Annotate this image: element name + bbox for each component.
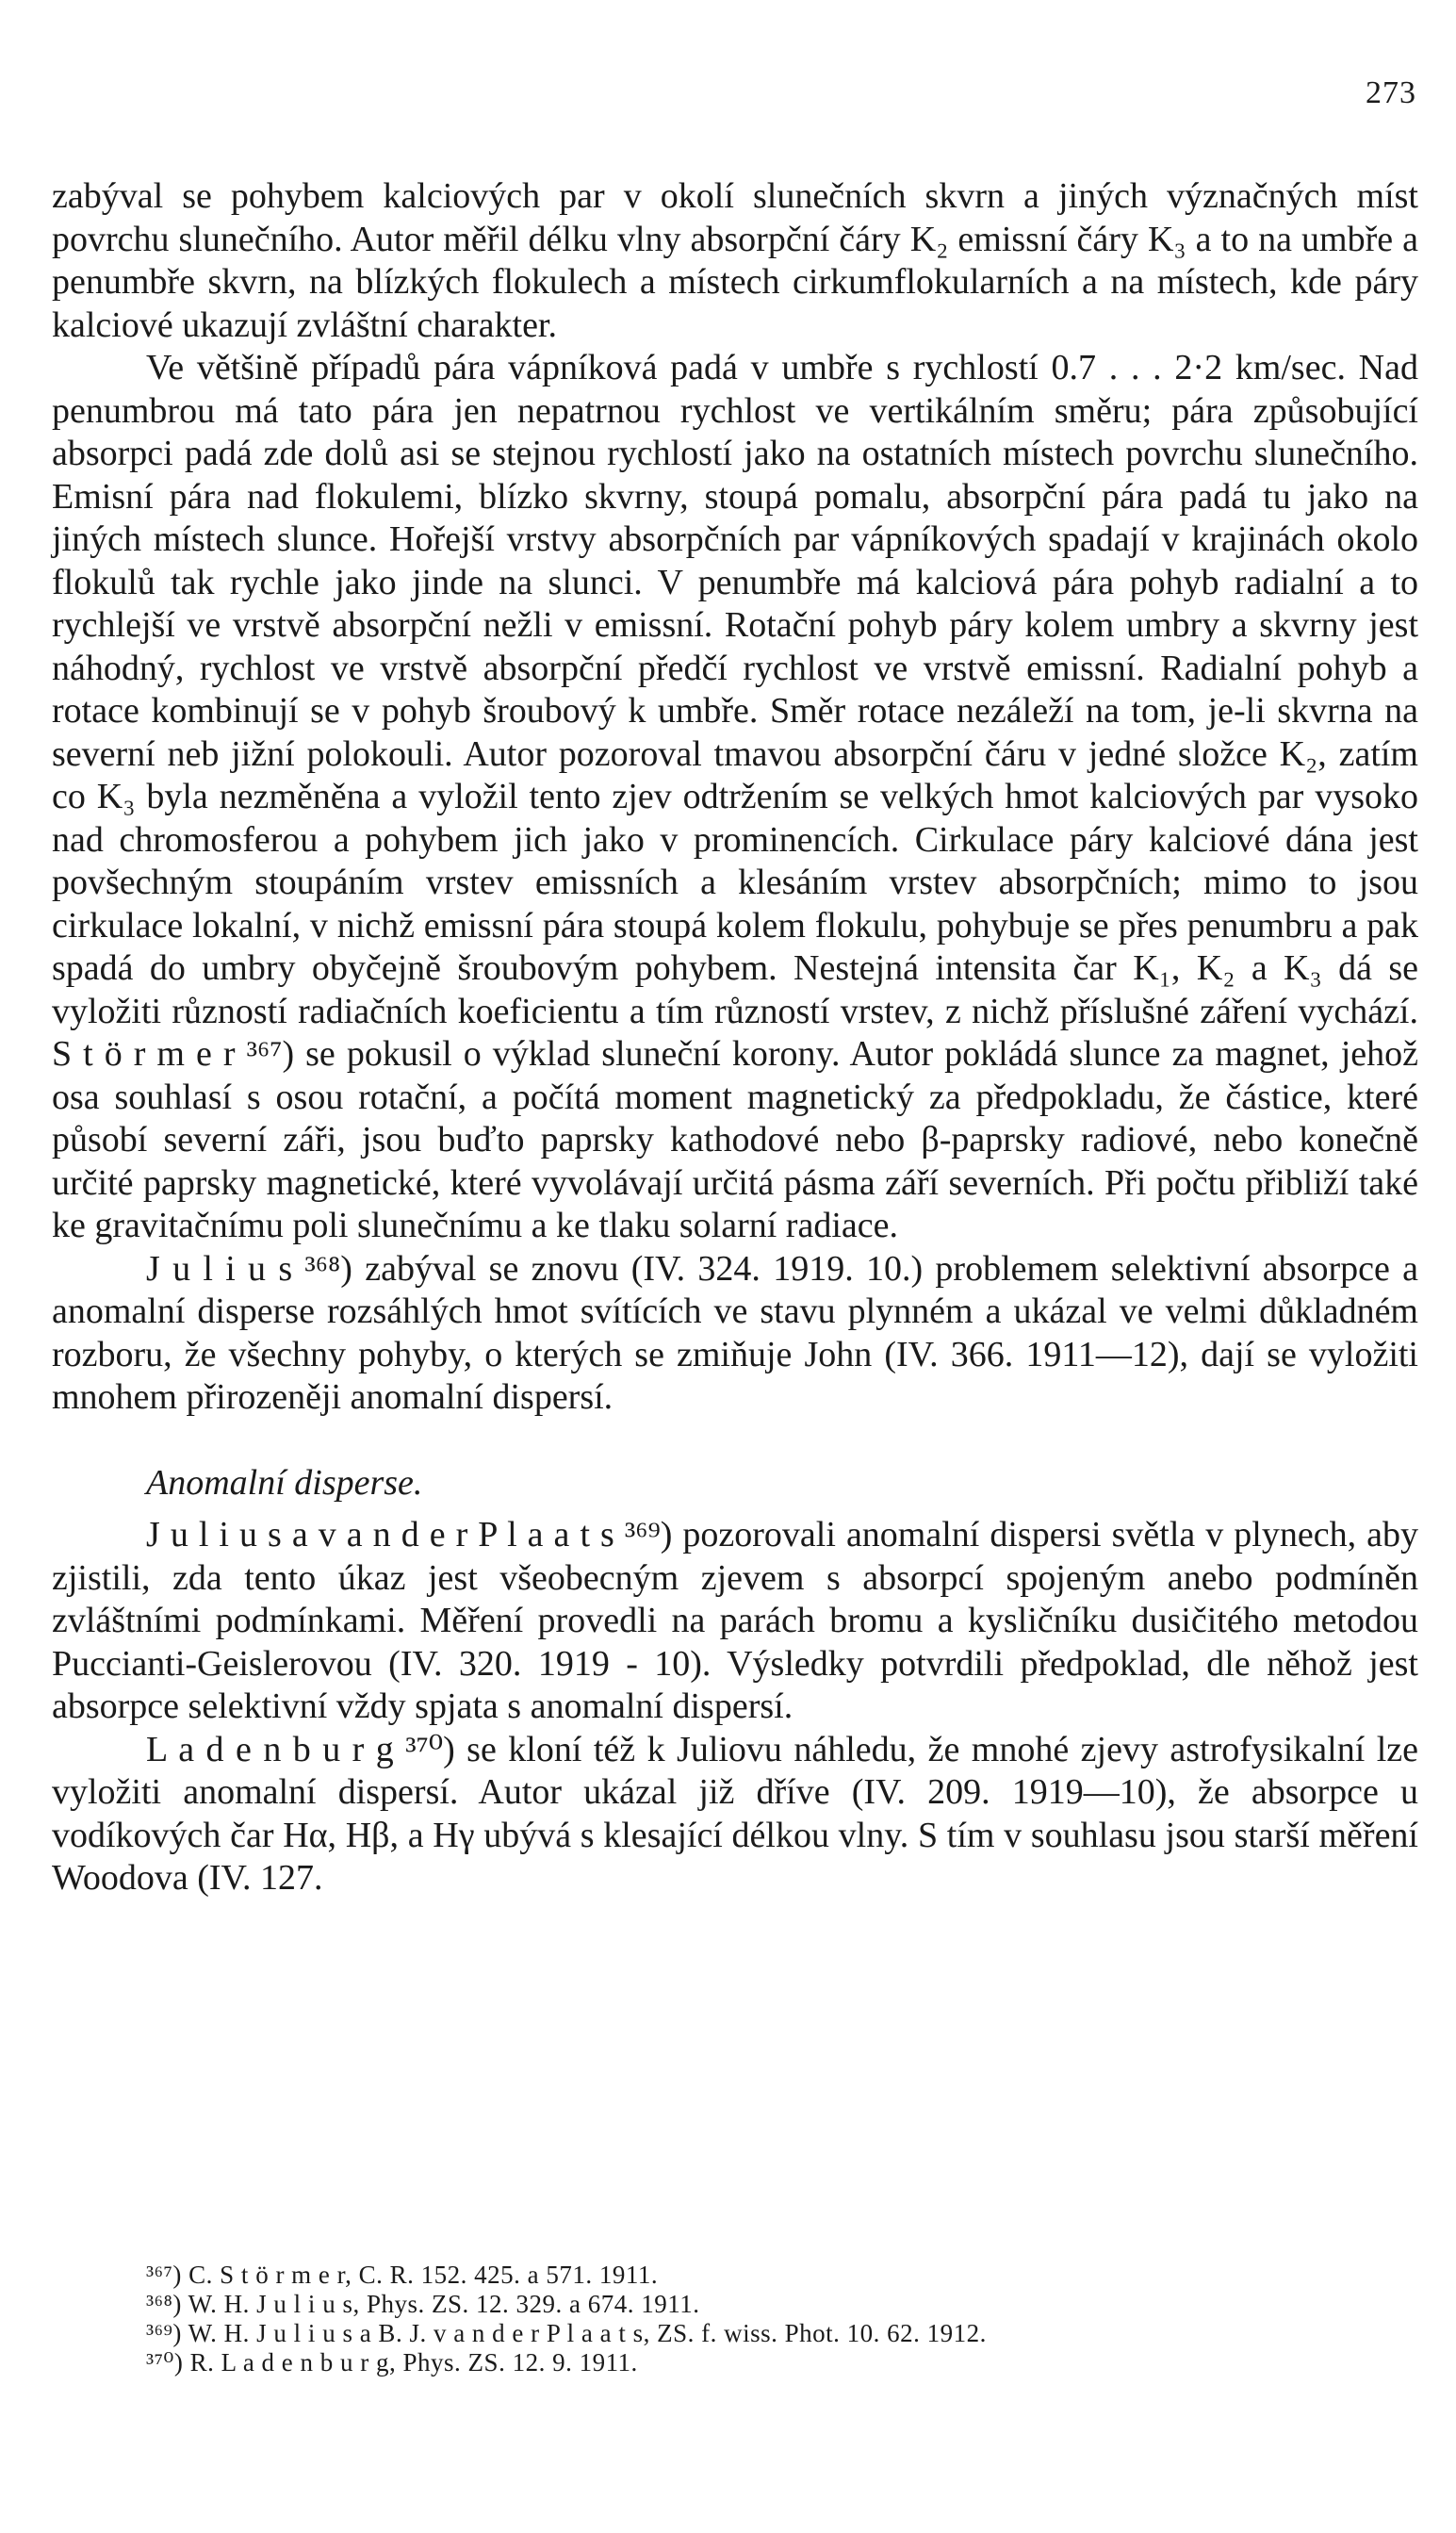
footnote-369: ³⁶⁹) W. H. J u l i u s a B. J. v a n d e r P l a a t s, ZS. f. wiss. Phot. 10. 62. 1912. — [146, 2319, 987, 2347]
paragraph-julius: J u l i u s ³⁶⁸) zabýval se znovu (IV. 324. 1919. 10.) problemem selektivní absorpce a anomalní disperse rozsáhlých hmot svítících ve stavu plynném a ukázal ve velmi důkladném rozboru, že všechny pohyby, o kterých se zmiňuje John (IV. 366. 1911—12), dají se vyložiti mnohem přirozeněji anomalní dispersí. — [52, 1248, 1418, 1417]
paragraph-julius-van-der-plaats: J u l i u s a v a n d e r P l a a t s ³⁶⁹) pozorovali anomalní dispersi světla v plynech, aby zjistili, zda tento úkaz jest všeobecným zjevem s absorpcí spojeným anebo podmíněn zvláštními podmínkami. Měření provedli na parách bromu a kysličníku dusičitého metodou Puccianti-Geislerovou (IV. 320. 1919 - 10). Výsledky potvrdili předpoklad, dle něhož jest absorpce selektivní vždy spjata s anomalní dispersí. — [52, 1515, 1418, 1726]
footnote-368: ³⁶⁸) W. H. J u l i u s, Phys. ZS. 12. 329. a 674. 1911. — [146, 2290, 700, 2318]
paragraph-ladenburg: L a d e n b u r g ³⁷⁰) se kloní též k Juliovu náhledu, že mnohé zjevy astrofysikalní lze vyložiti anomalní dispersí. Autor ukázal již dříve (IV. 209. 1919—10), že absorpce u vodíkových čar Hα, Hβ, a Hγ ubývá s klesající délkou vlny. S tím v souhlasu jsou starší měření Woodova (IV. 127. — [52, 1729, 1418, 1898]
footnote-370: ³⁷⁰) R. L a d e n b u r g, Phys. ZS. 12. 9. 1911. — [146, 2348, 638, 2377]
body-text — [52, 175, 1418, 1900]
footnote-367: ³⁶⁷) C. S t ö r m e r, C. R. 152. 425. a 571. 1911. — [146, 2261, 659, 2289]
paragraph-calcium-vapor: Ve většině případů pára vápníková padá v umbře s rychlostí 0.7 . . . 2·2 km/sec. Nad penumbrou má tato pára jen nepatrnou rychlost ve vertikálním směru; pára způsobující absorpci padá zde dolů asi se stejnou rychlostí jako na ostatních místech povrchu slunečního. Emisní pára nad flokulemi, blízko skvrny, stoupá pomalu, absorpční pára padá tu jako na jiných místech slunce. Hořejší vrstvy absorpčních par vápníkových spadají v krajinách okolo flokulů tak rychle jako jinde na slunci. V penumbře má kalciová pára pohyb radialní a to rychlejší ve vrstvě absorpční nežli v emissní. Rotační pohyb páry kolem umbry a skvrny jest náhodný, rychlost ve vrstvě absorpční předčí rychlost ve vrstvě emissní. Radialní pohyb a rotace kombinují se v pohyb šroubový k umbře. Směr rotace nezáleží na tom, je-li skvrna na severní neb jižní polokouli. Autor pozoroval tmavou absorpční čáru v jedné složce K₂, zatím co K₃ byla nezměněna a vyložil tento zjev odtržením se velkých hmot kalciových par vysoko nad chromosferou a pohybem jich jako v prominencích. Cirkulace páry kalciové dána jest povšechným stoupáním vrstev emissních a klesáním vrstev absorpčních; mimo to jsou cirkulace lokalní, v nichž emissní pára stoupá kolem flokulu, pohybuje se přes penumbru a pak spadá do umbry obyčejně šroubovým pohybem. Nestejná intensita čar K₁, K₂ a K₃ dá se vyložiti růzností radiačních koeficientu a tím růzností vrstev, z nichž příslušné záření vychází. S t ö r m e r ³⁶⁷) se pokusil o výklad sluneční korony. Autor pokládá slunce za magnet, jehož osa souhlasí s osou rotační, a počítá moment magnetický za předpokladu, že částice, které působí severní záři, jsou buďto paprsky kathodové nebo β-paprsky radiové, nebo konečně určité paprsky magnetické, které vyvolávají určitá pásma září severních. Při počtu přibliží také ke gravitačnímu poli slunečnímu a ke tlaku solarní radiace. — [52, 348, 1418, 1245]
paragraph-intro: zabýval se pohybem kalciových par v okolí slunečních skvrn a jiných význačných míst povrchu slunečního. Autor měřil délku vlny absorpční čáry K₂ emissní čáry K₃ a to na umbře a penumbře skvrn, na blízkých flokulech a místech cirkumflokularních a na místech, kde páry kalciové ukazují zvláštní charakter. — [52, 176, 1418, 345]
section-heading-anomalous-dispersion: Anomalní disperse. — [146, 1462, 423, 1503]
footnotes — [146, 2261, 1418, 2377]
page-number: 273 — [1366, 75, 1416, 110]
